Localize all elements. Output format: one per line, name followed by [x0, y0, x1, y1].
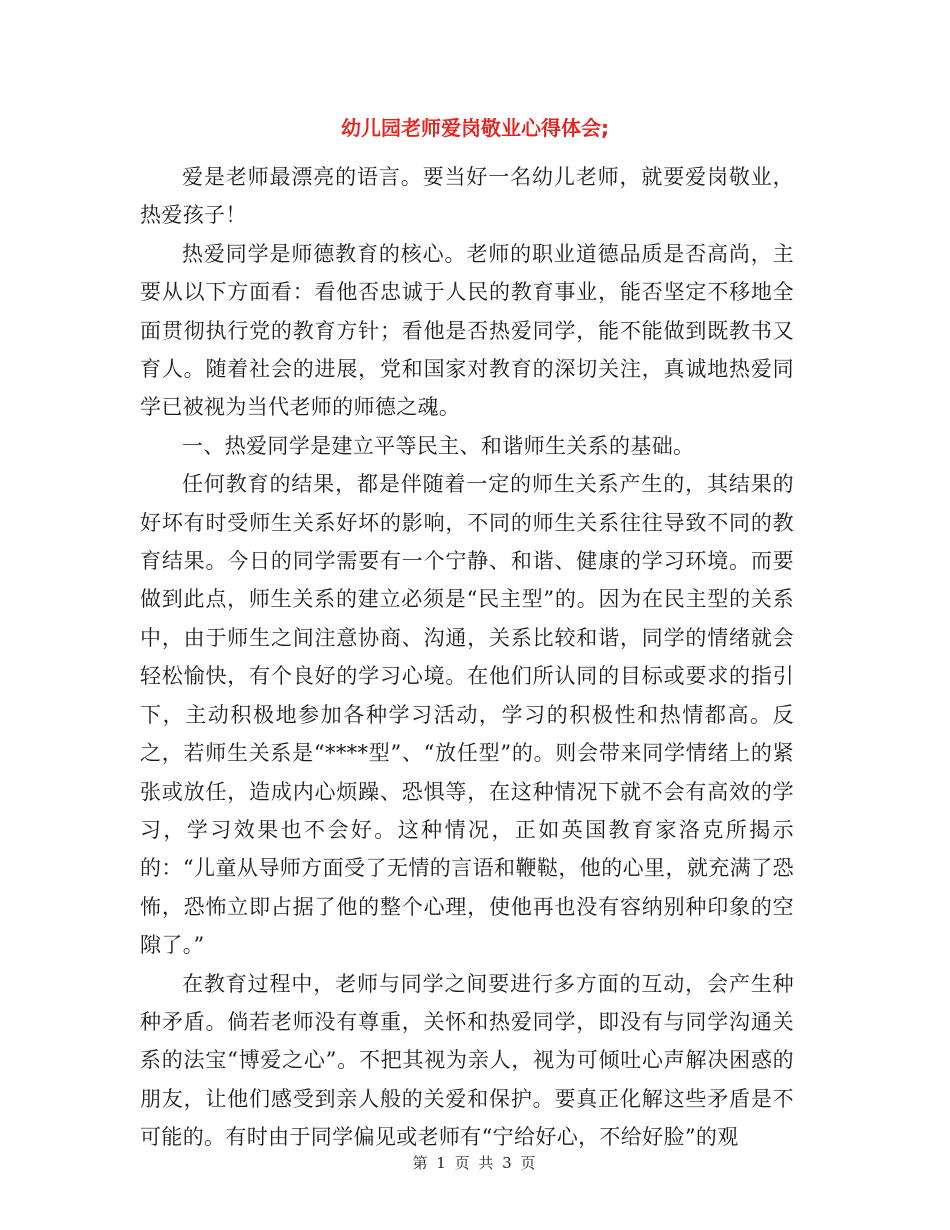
paragraph-2: 热爱同学是师德教育的核心。老师的职业道德品质是否高尚，主要从以下方面看：看他否忠诚于人民的教育事业，能否坚定不移地全面贯彻执行党的教育方针；看他是否热爱同学，能不能做到既教书又育人。随着社会的进展，党和国家对教育的深切关注，真诚地热爱同学已被视为当代老师的师德之魂。 — [140, 241, 794, 420]
paragraph-1: 爱是老师最漂亮的语言。要当好一名幼儿老师，就要爱岗敬业，热爱孩子！ — [140, 165, 794, 228]
paragraph-5: 在教育过程中，老师与同学之间要进行多方面的互动，会产生种种矛盾。倘若老师没有尊重，关怀和热爱同学，即没有与同学沟通关系的法宝“博爱之心”。不把其视为亲人，视为可倾吐心声解决困惑的朋友，让他们感受到亲人般的关爱和保护。要真正化解这些矛盾是不可能的。有时由于同学偏见或老师有“宁给好心，不给好脸”的观 — [140, 971, 794, 1150]
paragraph-4: 任何教育的结果，都是伴随着一定的师生关系产生的，其结果的好坏有时受师生关系好坏的影响，不同的师生关系往往导致不同的教育结果。今日的同学需要有一个宁静、和谐、健康的学习环境。而要做到此点，师生关系的建立必须是“民主型”的。因为在民主型的关系中，由于师生之间注意协商、沟通，关系比较和谐，同学的情绪就会轻松愉快，有个良好的学习心境。在他们所认同的目标或要求的指引下，主动积极地参加各种学习活动，学习的积极性和热情都高。反之，若师生关系是“****型”、“放任型”的。则会带来同学情绪上的紧张或放任，造成内心烦躁、恐惧等，在这种情况下就不会有高效的学习，学习效果也不会好。这种情况，正如英国教育家洛克所揭示的：“儿童从导师方面受了无情的言语和鞭鞑，他的心里，就充满了恐怖，恐怖立即占据了他的整个心理，使他再也没有容纳别种印象的空隙了。” — [140, 472, 794, 958]
page-footer: 第 1 页 共 3 页 — [412, 1154, 538, 1172]
document-title: 幼儿园老师爱岗敬业心得体会; — [341, 116, 609, 140]
document-body — [140, 158, 794, 1157]
paragraph-3-section-heading: 一、热爱同学是建立平等民主、和谐师生关系的基础。 — [182, 433, 695, 458]
